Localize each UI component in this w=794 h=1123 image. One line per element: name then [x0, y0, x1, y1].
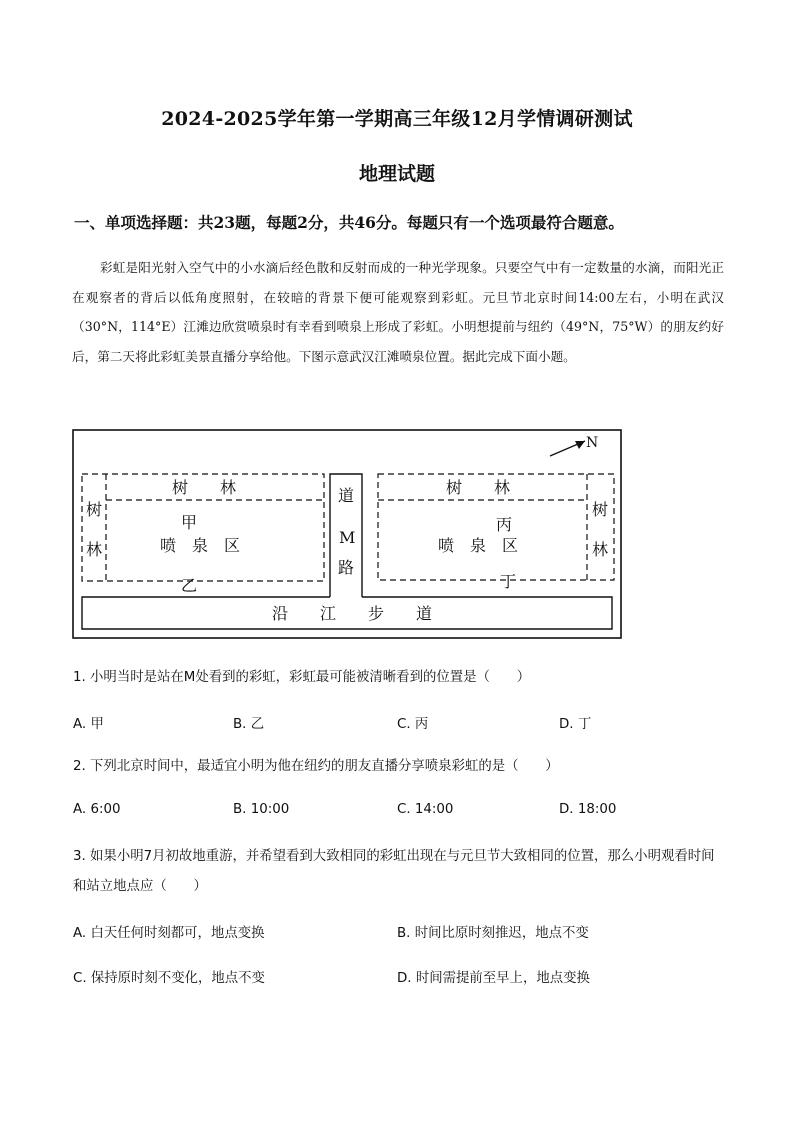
left-zone-name: 喷 泉 区 [160, 536, 241, 555]
page-title: 2024-2025学年第一学期高三年级12月学情调研测试 [161, 108, 633, 130]
page-subtitle: 地理试题 [358, 163, 435, 185]
q2-option-d[interactable]: D. 18:00 [559, 802, 617, 817]
north-label: N [586, 435, 599, 451]
mark-yi: 乙 [181, 576, 198, 595]
mark-ding: 丁 [500, 572, 517, 591]
q1-option-d[interactable]: D. 丁 [559, 717, 592, 732]
q3-option-c[interactable]: C. 保持原时刻不变化，地点不变 [73, 971, 265, 986]
q1-option-b[interactable]: B. 乙 [233, 717, 265, 732]
q2-option-a[interactable]: A. 6:00 [73, 802, 121, 817]
zone-mark-jia: 甲 [181, 513, 198, 532]
question-2: 2. 下列北京时间中，最适宜小明为他在纽约的朋友直播分享喷泉彩虹的是（ ） [73, 759, 559, 774]
question-3: 3. 如果小明7月初故地重游，并希望看到大致相同的彩虹出现在与元旦节大致相同的位置，那么小明观看时间和站立地点应（ ） [73, 849, 715, 894]
riverwalk-label: 沿 江 步 道 [272, 604, 433, 623]
forest-right-top-label: 树 林 [446, 478, 511, 497]
zone-mark-bing: 丙 [496, 515, 513, 534]
north-arrow-icon [550, 441, 585, 456]
forest-right-side-label-2: 林 [592, 540, 609, 559]
q2-option-b[interactable]: B. 10:00 [233, 802, 290, 817]
q2-option-c[interactable]: C. 14:00 [397, 802, 454, 817]
forest-left-side-label-1: 树 [86, 500, 103, 519]
forest-left-side-label-2: 林 [86, 540, 103, 559]
road-label-2: M [339, 528, 356, 547]
q3-option-d[interactable]: D. 时间需提前至早上，地点变换 [397, 971, 590, 986]
q3-option-a[interactable]: A. 白天任何时刻都可，地点变换 [73, 926, 265, 941]
section-heading: 一、单项选择题：共23题，每题2分，共46分。每题只有一个选项最符合题意。 [74, 213, 624, 232]
question-1: 1. 小明当时是站在M处看到的彩虹，彩虹最可能被清晰看到的位置是（ ） [73, 670, 531, 685]
forest-right-side-label-1: 树 [592, 500, 609, 519]
passage-text: 彩虹是阳光射入空气中的小水滴后经色散和反射而成的一种光学现象。只要空气中有一定数量的水滴，而阳光正在观察者的背后以低角度照射，在较暗的背景下便可能观察到彩虹。元旦节北京时间14:00左右，小明在武汉（30°N，114°E）江滩边欣赏喷泉时有幸看到喷泉上形成了彩虹。小明想提前与纽约（49°N，75°W）的朋友约好后，第二天将此彩虹美景直播分享给他。下图示意武汉江滩喷泉位置。据此完成下面小题。 [72, 260, 724, 364]
q1-option-a[interactable]: A. 甲 [73, 717, 104, 732]
right-zone-name: 喷 泉 区 [438, 536, 519, 555]
forest-left-top-label: 树 林 [172, 478, 237, 497]
q1-option-c[interactable]: C. 丙 [397, 717, 429, 732]
fountain-location-map [72, 429, 622, 639]
road-label-3: 路 [338, 558, 355, 577]
road-label-1: 道 [338, 486, 355, 505]
q3-option-b[interactable]: B. 时间比原时刻推迟，地点不变 [397, 926, 589, 941]
